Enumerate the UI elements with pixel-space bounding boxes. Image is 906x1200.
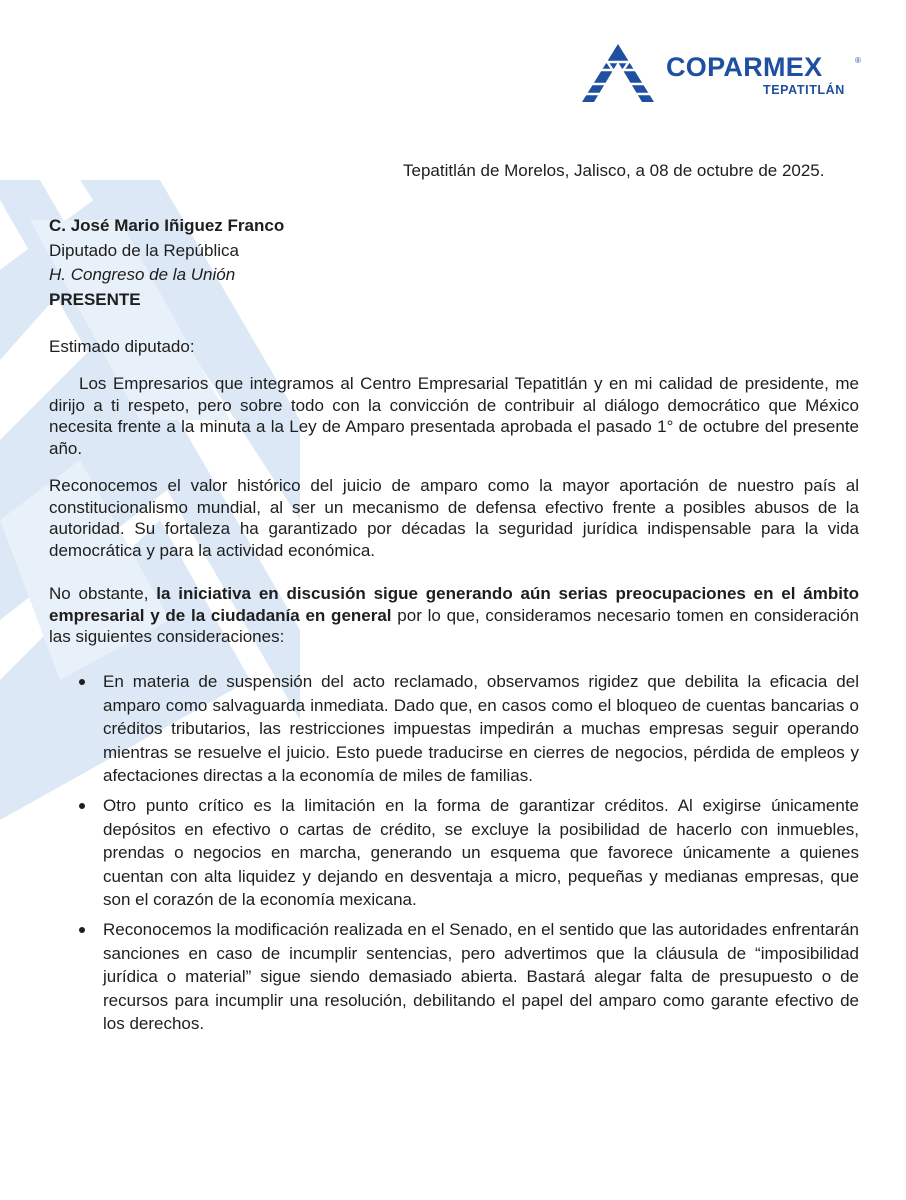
list-item-text: Reconocemos la modificación realizada en el Senado, en el sentido que las autoridades enfrentarán sanciones en caso de incumplir sentencias, pero advertimos que la cláusula de “imposibilidad jurídica o material” sigue siendo demasiado abierta. Bastará alegar falta de presupuesto o de recursos para incumplir una resolución, debilitando el papel del amparo como garante efectivo de los derechos. xyxy=(103,919,859,1034)
considerations-list xyxy=(103,670,859,1042)
list-item xyxy=(103,670,859,788)
paragraph-recognition: Reconocemos el valor histórico del juicio de amparo como la mayor aportación de nuestro país al constitucionalismo mundial, al ser un mecanismo de defensa efectivo frente a posibles abusos de la autoridad. Su fortaleza ha garantizado por décadas la seguridad jurídica indispensable para la vida democrática y para la actividad económica. xyxy=(49,476,859,560)
list-item xyxy=(103,794,859,912)
logo-subtitle: TEPATITLÁN xyxy=(763,83,845,97)
paragraph-concerns xyxy=(49,583,859,648)
list-item xyxy=(103,918,859,1036)
recipient-organization: H. Congreso de la Unión xyxy=(49,265,236,284)
paragraph-intro: Los Empresarios que integramos al Centro Empresarial Tepatitlán y en mi calidad de presidente, me dirijo a ti respeto, pero sobre todo con la convicción de contribuir al diálogo democrático que México necesita frente a la minuta a la Ley de Amparo presentada aprobada el pasado 1° de octubre del presente año. xyxy=(49,374,859,458)
recipient-position: Diputado de la República xyxy=(49,240,239,260)
recipient-presente: PRESENTE xyxy=(49,289,141,309)
recipient-name: C. José Mario Iñiguez Franco xyxy=(49,216,285,235)
bullet-icon xyxy=(79,803,85,809)
logo-registered-mark: ® xyxy=(855,56,861,65)
paragraph-concerns-end: por lo que, consideramos necesario tomen en consideración las siguientes consideraciones: xyxy=(49,605,860,646)
list-item-text: Otro punto crítico es la limitación en la forma de garantizar créditos. Al exigirse únicamente depósitos en efectivo o cartas de crédito, se excluye la posibilidad de hacerlo con inmuebles, prendas o negocios en marcha, generando un esquema que favorece únicamente a quienes cuentan con alta liquidez y dejando en desventaja a micro, pequeñas y medianas empresas, que son el corazón de la economía mexicana. xyxy=(103,795,859,910)
bullet-icon xyxy=(79,927,85,933)
paragraph-concerns-bold: la iniciativa en discusión sigue generando aún serias preocupaciones en el ámbito empresarial y de la ciudadanía en general xyxy=(49,584,859,625)
salutation: Estimado diputado: xyxy=(49,337,195,356)
paragraph-concerns-start: No obstante, xyxy=(49,584,157,603)
list-item-text: En materia de suspensión del acto reclamado, observamos rigidez que debilita la eficacia del amparo como salvaguarda inmediata. Dado que, en casos como el bloqueo de cuentas bancarias o créditos tributarios, las restricciones impuestas impedirán a muchas empresas seguir operando mientras se resuelve el juicio. Esto puede traducirse en cierres de negocios, pérdida de empleos y afectaciones directas a la economía de miles de familias. xyxy=(103,672,859,786)
bullet-icon xyxy=(79,679,85,685)
logo-wordmark: COPARMEX xyxy=(666,52,823,82)
date-line: Tepatitlán de Morelos, Jalisco, a 08 de octubre de 2025. xyxy=(403,161,825,180)
coparmex-emblem-icon xyxy=(582,44,654,102)
recipient-block xyxy=(49,214,284,312)
coparmex-logo xyxy=(582,44,882,104)
